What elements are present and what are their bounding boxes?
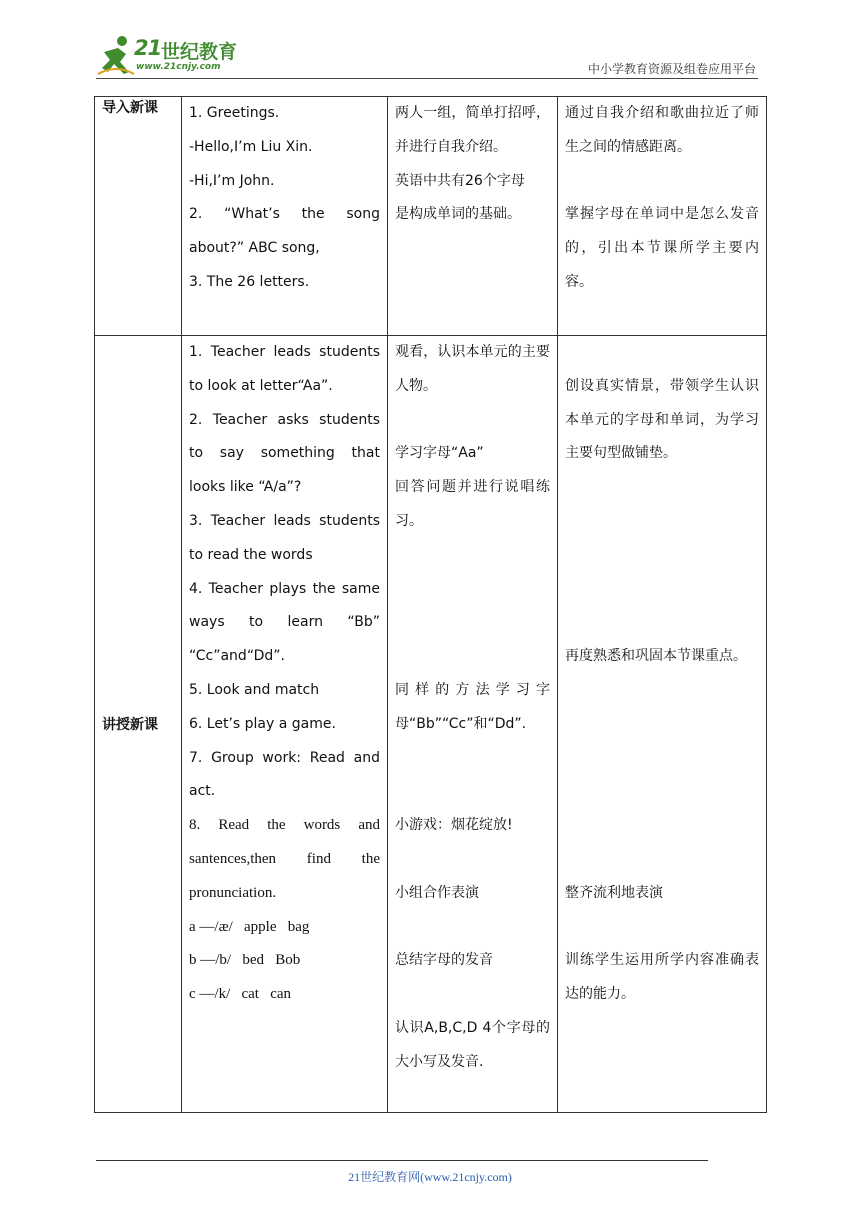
footer-divider [96, 1160, 708, 1161]
purpose-intro [558, 97, 767, 336]
site-logo [96, 34, 266, 78]
list-item: 是构成单词的基础。 [395, 206, 521, 223]
list-item: 两人一组，简单打招呼，并进行自我介绍。 [395, 105, 550, 155]
logo-name: 世纪教育 [161, 41, 238, 63]
list-item: -Hi,I’m John. [189, 172, 275, 189]
list-item: 4. Teacher plays the same ways to learn “Bb” “Cc”and“Dd”. [189, 580, 380, 665]
list-item: 回答问题并进行说唱练习。 [395, 479, 550, 529]
list-item: 3. Teacher leads students to read the words [189, 512, 380, 563]
list-item: 1. Teacher leads students to look at letter“Aa”. [189, 344, 380, 394]
page-header [96, 30, 758, 78]
list-item: 5. Look and match [189, 681, 320, 698]
list-item: 观看，认识本单元的主要人物。 [395, 344, 550, 394]
list-item: 学习字母“Aa” [395, 445, 484, 462]
stage-label-new: 讲授新课 [95, 336, 182, 1113]
list-item: 6. Let’s play a game. [189, 715, 336, 732]
logo-url: www.21cnjy.com [136, 62, 221, 72]
list-item: 通过自我介绍和歌曲拉近了师生之间的情感距离。 [565, 105, 759, 155]
list-item: 小游戏：烟花绽放! [395, 817, 513, 834]
list-item: -Hello,I’m Liu Xin. [189, 138, 313, 155]
list-item: 创设真实情景，带领学生认识本单元的字母和单词，为学习主要句型做铺垫。 [565, 377, 759, 462]
list-item: 英语中共有26个字母 [395, 172, 525, 189]
table-row-intro [95, 97, 767, 336]
runner-logo-icon [96, 34, 136, 78]
list-item: 2. Teacher asks students to say something that looks like “A/a”? [189, 411, 380, 496]
list-item: a —/æ/ apple bag [189, 918, 310, 935]
list-item: 总结字母的发音 [395, 952, 493, 969]
list-item: c —/k/ cat can [189, 986, 292, 1003]
list-item: 8. Read the words and santences,then find the pronunciation. [189, 817, 380, 901]
list-item: b —/b/ bed Bob [189, 952, 301, 969]
student-activity-intro [388, 97, 558, 336]
list-item: 整齐流利地表演 [565, 884, 663, 901]
student-activity-new [388, 336, 558, 1113]
purpose-new [558, 336, 767, 1113]
stage-label-intro: 导入新课 [95, 97, 182, 336]
list-item: 掌握字母在单词中是怎么发音的，引出本节课所学主要内容。 [565, 206, 759, 290]
list-item: 再度熟悉和巩固本节课重点。 [565, 648, 747, 665]
list-item: 2. “What’s the song about?” ABC song, [189, 206, 380, 257]
list-item: 3. The 26 letters. [189, 273, 310, 290]
list-item: 小组合作表演 [395, 884, 479, 901]
list-item: 同样的方法学习字母“Bb”“Cc”和“Dd”. [395, 681, 550, 732]
header-divider [96, 78, 758, 79]
list-item: 7. Group work: Read and act. [189, 749, 380, 800]
teacher-activity-intro [182, 97, 388, 336]
lesson-plan-table [94, 96, 767, 1113]
page-footer: 21世纪教育网(www.21cnjy.com) [348, 1170, 512, 1184]
list-item: 1. Greetings. [189, 105, 280, 121]
list-item: 训练学生运用所学内容准确表达的能力。 [565, 952, 759, 1003]
header-tagline: 中小学教育资源及组卷应用平台 [587, 62, 756, 76]
teacher-activity-new [182, 336, 388, 1113]
list-item: 认识A,B,C,D 4个字母的大小写及发音. [395, 1019, 550, 1070]
table-row-new [95, 336, 767, 1113]
logo-number: 21 [134, 36, 162, 60]
